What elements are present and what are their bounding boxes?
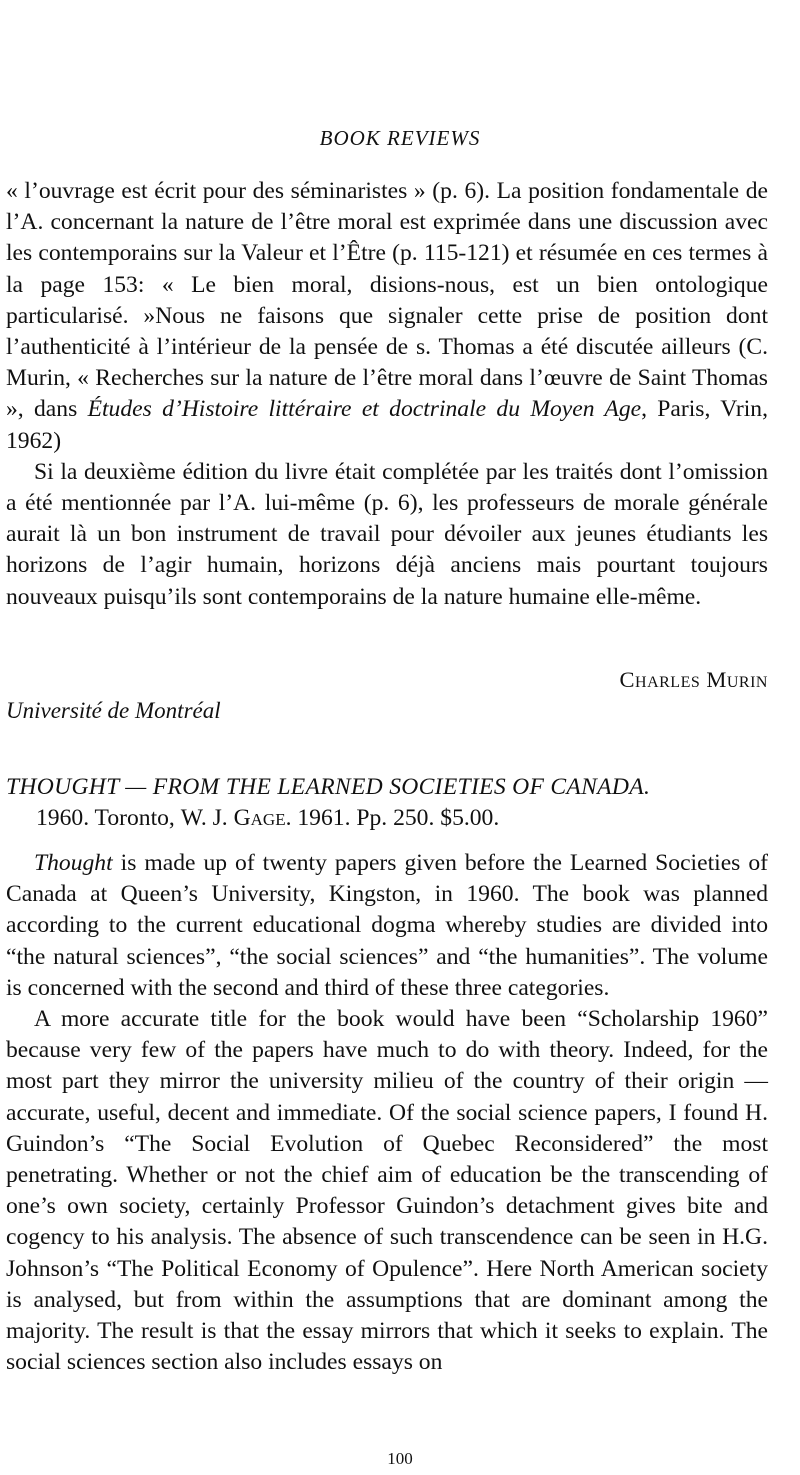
review2-paragraph-2: A more accurate title for the book would have been “Scholarship 1960” because very few of the papers have much to do with theory. Indeed, for the most part they mirror the university milieu of the country of their origin — accurate, useful, decent and immediate. Of the social science papers, I found H. Guindon’s “The Social Evolution of Quebec Reconsidered” the most penetrating. Whether or not the chief aim of education be the transcending of one’s own society, certainly Professor Guindon’s detachment gives bite and cogency to his analysis. The absence of such transcendence can be seen in H.G. Johnson’s “The Political Economy of Opulence”. Here North American society is analysed, but from within the assumptions that are dominant among the majority. The result is that the essay mirrors that which it seeks to explain. The social sciences section also includes essays on: [6, 1006, 768, 1376]
page-number: 100: [387, 1449, 413, 1468]
review1-paragraph-1: « l’ouvrage est écrit pour des séminaristes » (p. 6). La position fondamentale de l’A. concernant la nature de l’être moral est exprimée dans une discussion avec les contemporains sur la Valeur et l’Être (p. 115-121) et résumée en ces termes à la page 153: « Le bien moral, disions-nous, est un bien ontologique particularisé. »Nous ne faisons que signaler cette prise de position dont l’authenticité à l’intérieur de la pensée de s. Thomas a été discutée ailleurs (C. Murin, « Recherches sur la nature de l’être moral dans l’œuvre de Saint Thomas », dans Études d’Histoire littéraire et doctrinale du Moyen Age, Paris, Vrin, 1962): [6, 178, 768, 454]
review2-paragraph-1: Thought is made up of twenty papers given before the Learned Societies of Canada at Queen’s University, Kingston, in 1960. The book was planned according to the current educational dogma whereby studies are divided into “the natural sciences”, “the social sciences” and “the humanities”. The volume is concerned with the second and third of these three categories.: [6, 850, 768, 1001]
review-body: [6, 848, 768, 1378]
review-continuation: [6, 176, 768, 613]
book-title: THOUGHT — FROM THE LEARNED SOCIETIES OF CANADA.: [6, 774, 651, 800]
book-citation: [6, 772, 776, 834]
reviewer-name: Charles Murin: [619, 667, 768, 692]
book-title-inline: Thought: [34, 850, 113, 876]
publisher: W. J. Gage.: [180, 805, 292, 832]
reviewer-affiliation: Université de Montréal: [6, 698, 221, 723]
publication-details: 1960. Toronto, W. J. Gage. 1961. Pp. 250. $5.00.: [36, 805, 500, 832]
running-head: BOOK REVIEWS: [319, 126, 481, 150]
review1-paragraph-2: Si la deuxième édition du livre était complétée par les traités dont l’omission a été mentionnée par l’A. lui-même (p. 6), les professeurs de morale générale aurait là un bon instrument de travail pour dévoiler aux jeunes étudiants les horizons de l’agir humain, horizons déjà anciens mais pourtant toujours nouveaux puisqu’ils sont contemporains de la nature humaine elle-même.: [6, 458, 768, 610]
cited-work-title: Études d’Histoire littéraire et doctrinale du Moyen Age: [87, 396, 642, 423]
